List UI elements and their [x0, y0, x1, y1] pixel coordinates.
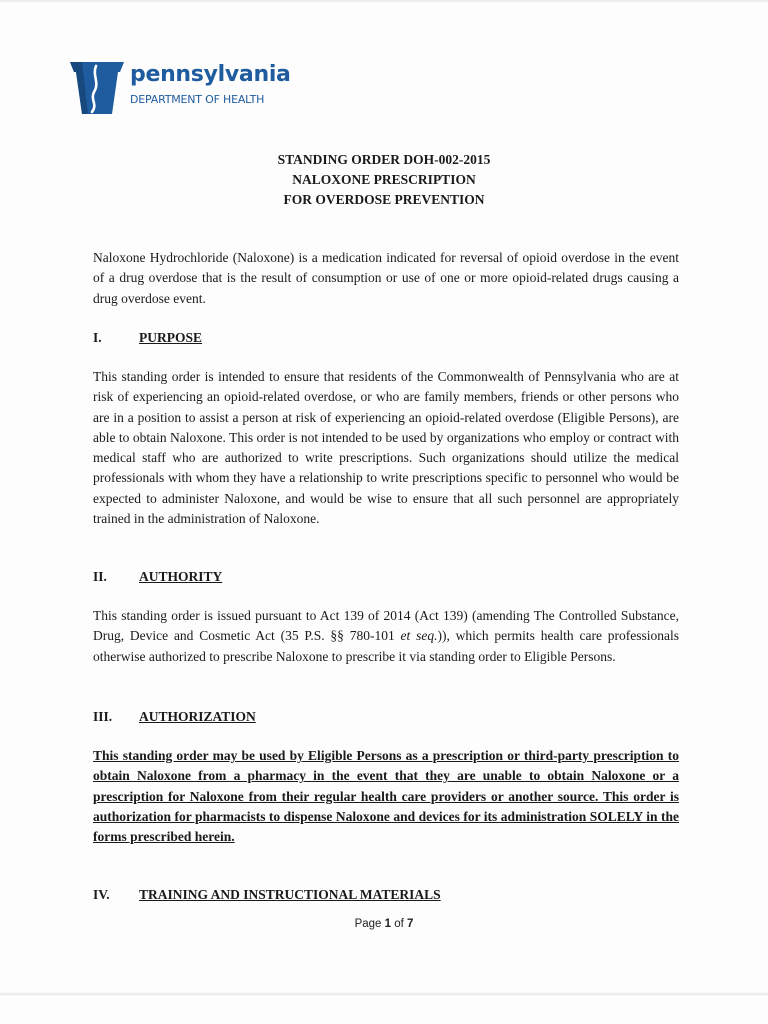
section-heading-training	[93, 885, 441, 905]
title-line-2: NALOXONE PRESCRIPTION	[292, 172, 476, 187]
section-number: III.	[93, 709, 113, 724]
scan-edge-bottom	[0, 992, 768, 996]
section-number: I.	[93, 330, 102, 345]
section-heading-authority	[93, 567, 222, 587]
section-number: II.	[93, 569, 107, 584]
page-word: Page	[354, 918, 382, 930]
page-footer	[0, 918, 768, 930]
scan-edge-top	[0, 0, 768, 3]
logo-department: DEPARTMENT OF HEALTH	[130, 93, 265, 106]
document-title	[0, 150, 768, 210]
authority-text-before: This standing order is issued pursuant to Act 139 of 2014 (Act 139) (amending The Controlled Substance, Drug, Device and Cosmetic Act (35 P.S. §§ 780-101	[93, 608, 679, 644]
authority-text-after: )), which permits health care professionals otherwise authorized to prescribe Naloxone to prescribe it via standing order to Eligible Persons.	[93, 628, 679, 664]
section-label: PURPOSE	[139, 330, 203, 345]
authority-text-italic: et seq.	[400, 628, 438, 644]
title-line-3: FOR OVERDOSE PREVENTION	[283, 192, 485, 207]
of-word: of	[394, 918, 404, 930]
title-line-1: STANDING ORDER DOH-002-2015	[277, 152, 491, 167]
section-label: TRAINING AND INSTRUCTIONAL MATERIALS	[139, 887, 441, 902]
section-label: AUTHORIZATION	[139, 709, 256, 724]
section-label: AUTHORITY	[139, 569, 223, 584]
section-number: IV.	[93, 887, 110, 902]
pa-health-logo	[68, 58, 308, 118]
logo-wordmark: pennsylvania	[130, 62, 291, 87]
keystone-logo-icon	[68, 58, 126, 118]
purpose-paragraph: This standing order is intended to ensure that residents of the Commonwealth of Pennsylvania who are at risk of experiencing an opioid-related overdose, or who are family members, friends or other persons who are in a position to assist a person at risk of experiencing an opioid-related overdose (Eligible Persons), are able to obtain Naloxone. This order is not intended to be used by organizations who employ or contract with medical staff who are authorized to write prescriptions. Such organizations should utilize the medical professionals with whom they have a relationship to write prescriptions specific to personnel who would be expected to administer Naloxone, and would be wise to ensure that all such personnel are appropriately trained in the administration of Naloxone.	[93, 369, 679, 527]
section-heading-purpose	[93, 328, 202, 348]
intro-paragraph: Naloxone Hydrochloride (Naloxone) is a medication indicated for reversal of opioid overdose in the event of a drug overdose that is the result of consumption or use of one or more opioid-related drugs causing a drug overdose event.	[93, 250, 679, 306]
page-number: 1	[384, 918, 392, 930]
authority-paragraph	[93, 606, 679, 667]
authorization-paragraph: This standing order may be used by Eligible Persons as a prescription or third-party prescription to obtain Naloxone from a pharmacy in the event that they are unable to obtain Naloxone or a prescription for Naloxone from their regular health care providers or another source. This order is authorization for pharmacists to dispense Naloxone and devices for its administration SOLELY in the forms prescribed herein.	[93, 748, 679, 845]
section-heading-authorization	[93, 707, 256, 727]
page-total: 7	[407, 918, 414, 930]
